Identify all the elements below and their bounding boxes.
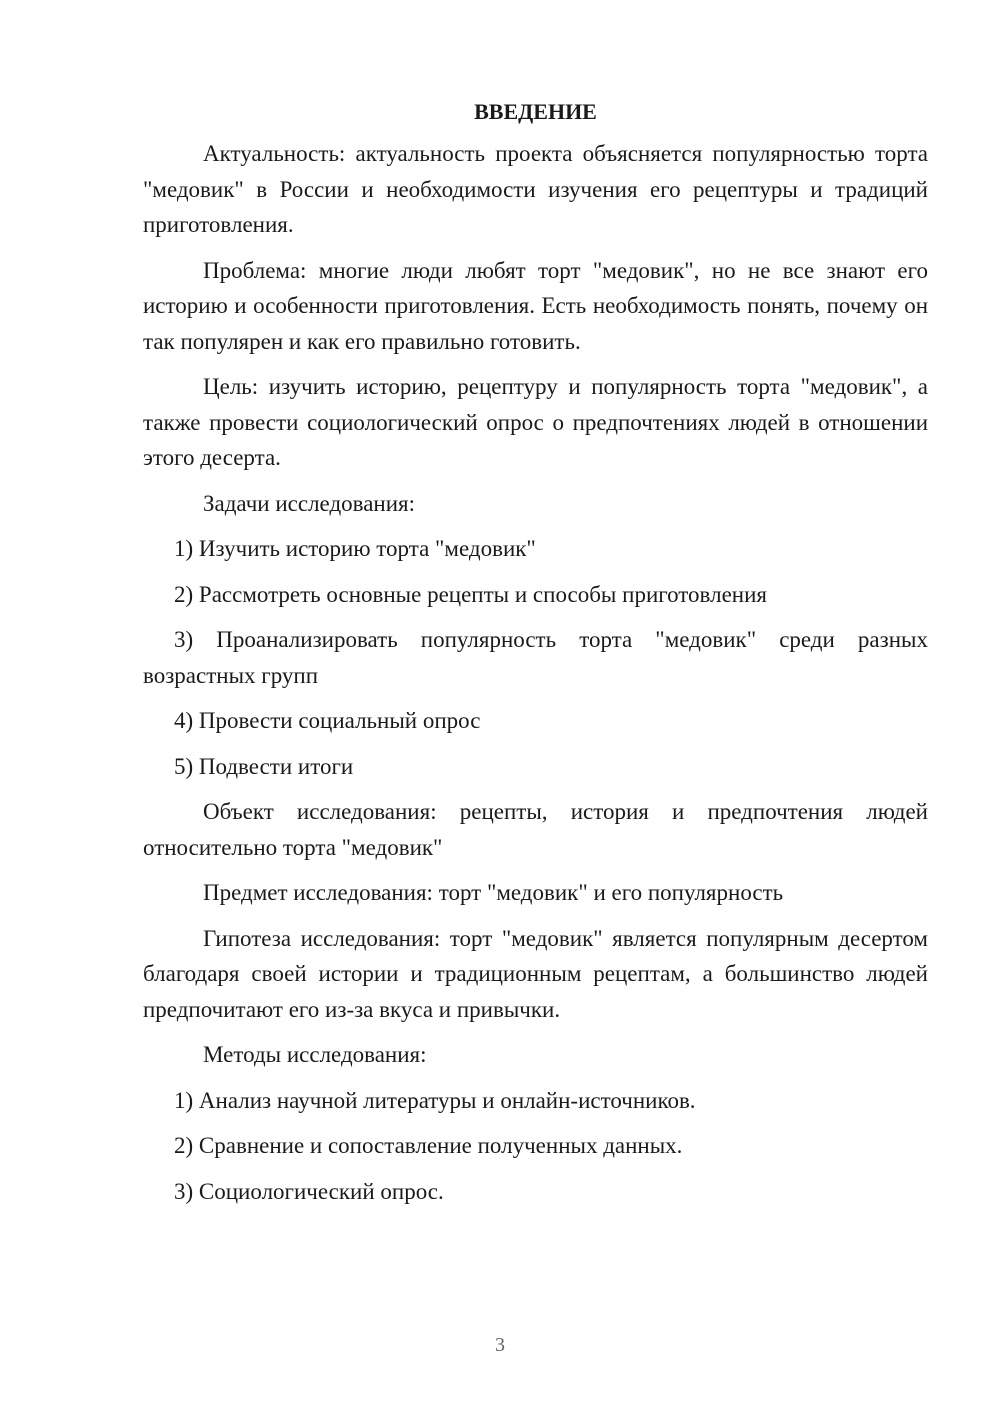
method-item: 1) Анализ научной литературы и онлайн-источников. <box>174 1087 696 1113</box>
method-item: 3) Социологический опрос. <box>174 1178 444 1204</box>
relevance-paragraph: Актуальность: актуальность проекта объясняется популярностью торта "медовик" в России и необходимости изучения его рецептуры и традиций приготовления. <box>143 141 928 237</box>
task-item: 3) Проанализировать популярность торта "медовик" среди разных возрастных групп <box>143 627 928 688</box>
tasks-heading: Задачи исследования: <box>203 490 416 516</box>
page-number: 3 <box>495 1334 505 1356</box>
object-paragraph: Объект исследования: рецепты, история и предпочтения людей относительно торта "медовик" <box>143 799 928 860</box>
hypothesis-paragraph: Гипотеза исследования: торт "медовик" является популярным десертом благодаря своей истории и традиционным рецептам, а большинство людей предпочитают его из-за вкуса и привычки. <box>143 925 928 1022</box>
methods-heading: Методы исследования: <box>203 1042 427 1067</box>
page-content <box>143 94 928 1219</box>
task-item: 2) Рассмотреть основные рецепты и способы приготовления <box>174 581 767 607</box>
task-item: 5) Подвести итоги <box>174 753 354 779</box>
section-title: ВВЕДЕНИЕ <box>474 99 597 124</box>
subject-paragraph: Предмет исследования: торт "медовик" и его популярность <box>203 880 784 905</box>
task-item: 1) Изучить историю торта "медовик" <box>174 536 536 561</box>
task-item: 4) Провести социальный опрос <box>174 708 481 733</box>
goal-paragraph: Цель: изучить историю, рецептуру и популярность торта "медовик", а также провести социологический опрос о предпочтениях людей в отношении этого десерта. <box>143 374 928 470</box>
method-item: 2) Сравнение и сопоставление полученных данных. <box>174 1133 683 1158</box>
problem-paragraph: Проблема: многие люди любят торт "медовик", но не все знают его историю и особенности приготовления. Есть необходимость понять, почему он так популярен и как его правильно готовить. <box>143 257 928 354</box>
